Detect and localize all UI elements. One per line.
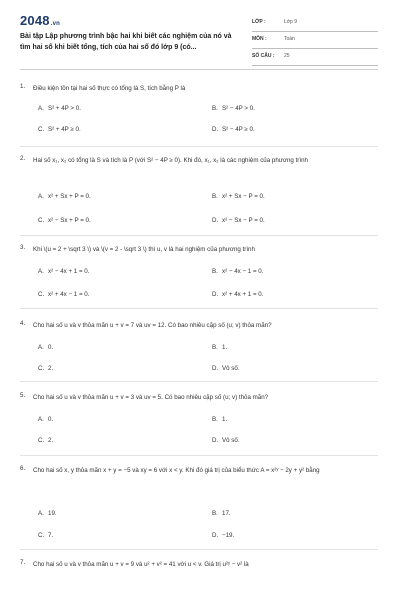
question-divider xyxy=(20,549,378,550)
grade-label: LỚP : xyxy=(252,19,266,25)
option-b[interactable]: B. x² − 4x − 1 = 0. xyxy=(212,268,264,275)
option-c[interactable]: C. x² + 4x − 1 = 0. xyxy=(38,291,90,298)
subject-value: Toán xyxy=(284,36,295,42)
meta-panel xyxy=(252,15,378,66)
option-b[interactable]: B. x² + Sx − P = 0. xyxy=(212,193,265,200)
option-d[interactable]: D. Vô số. xyxy=(212,365,240,372)
question-text: Cho hai số u và v thỏa mãn u + v = 3 và uv = 5. Có bao nhiêu cặp số (u; v) thỏa mãn? xyxy=(33,394,269,401)
question-number: 4. xyxy=(20,320,26,327)
subject-label: MÔN : xyxy=(252,36,267,42)
question-divider xyxy=(20,381,378,382)
option-d[interactable]: D. x² − Sx − P = 0. xyxy=(212,217,265,224)
option-b[interactable]: B. 1. xyxy=(212,344,228,351)
grade-value: Lớp 9 xyxy=(284,19,298,25)
question-number: 7. xyxy=(20,559,26,566)
question-divider xyxy=(20,146,378,147)
option-c[interactable]: C. S² + 4P ≥ 0. xyxy=(38,126,81,133)
option-c[interactable]: C. 2. xyxy=(38,365,54,372)
option-a[interactable]: A. 0. xyxy=(38,344,54,351)
question-text: Cho hai số u và v thỏa mãn u + v = 7 và uv = 12. Có bao nhiêu cặp số (u; v) thỏa mãn? xyxy=(33,322,272,329)
question-count-row xyxy=(252,49,378,66)
option-a[interactable]: A. x² − 4x + 1 = 0. xyxy=(38,268,90,275)
question-number: 1. xyxy=(20,83,26,90)
option-b[interactable]: B. 1. xyxy=(212,416,228,423)
subject-row xyxy=(252,32,378,49)
header-divider xyxy=(20,69,378,70)
option-b[interactable]: B. 17. xyxy=(212,510,231,517)
question-divider xyxy=(20,308,378,309)
question-text: Cho hai số u và v thỏa mãn u + v = 9 và u² + v² = 41 với u < v. Giá trị u²ʸ − v² là xyxy=(33,561,249,568)
question-text: Hai số x₁, x₂ có tổng là S và tích là P (với S² − 4P ≥ 0). Khi đó, x₁, x₂ là các nghiệm của phương trình xyxy=(33,157,308,164)
option-d[interactable]: D. x² + 4x + 1 = 0. xyxy=(212,291,264,298)
option-a[interactable]: A. S² + 4P > 0. xyxy=(38,105,81,112)
option-b[interactable]: B. S² − 4P > 0. xyxy=(212,105,255,112)
site-logo[interactable]: 2048.vn xyxy=(20,13,61,28)
option-c[interactable]: C. 2. xyxy=(38,437,54,444)
question-divider xyxy=(20,235,378,236)
option-c[interactable]: C. 7. xyxy=(38,532,54,539)
question-count-label: SỐ CÂU : xyxy=(252,53,275,59)
question-divider xyxy=(20,455,378,456)
option-a[interactable]: A. x² + Sx + P = 0. xyxy=(38,193,91,200)
option-c[interactable]: C. x² − Sx + P = 0. xyxy=(38,217,91,224)
option-a[interactable]: A. 19. xyxy=(38,510,57,517)
grade-row xyxy=(252,15,378,32)
page-header xyxy=(0,0,400,62)
question-number: 3. xyxy=(20,244,26,251)
question-text: Điều kiện tồn tại hai số thực có tổng là S, tích bằng P là xyxy=(33,85,186,92)
question-number: 6. xyxy=(20,465,26,472)
document-title: Bài tập Lập phương trình bậc hai khi biết các nghiệm của nó và tìm hai số khi biết tổng, tích của hai số đó lớp 9 (có... xyxy=(20,33,232,51)
question-text: Khi \(u = 2 + \sqrt 3 \) và \(v = 2 - \sqrt 3 \) thì u, v là hai nghiệm của phương trình xyxy=(33,246,255,253)
option-a[interactable]: A. 0. xyxy=(38,416,54,423)
question-number: 2. xyxy=(20,155,26,162)
question-count-value: 25 xyxy=(284,53,290,59)
option-d[interactable]: D. S² − 4P ≥ 0. xyxy=(212,126,255,133)
question-text: Cho hai số x, y thỏa mãn x + y = −5 và xy = 6 với x < y. Khi đó giá trị của biểu thức A = x²ʸ − 2y + y² bằng xyxy=(33,467,320,474)
option-d[interactable]: D. Vô số. xyxy=(212,437,240,444)
option-d[interactable]: D. −19. xyxy=(212,532,235,539)
question-number: 5. xyxy=(20,392,26,399)
